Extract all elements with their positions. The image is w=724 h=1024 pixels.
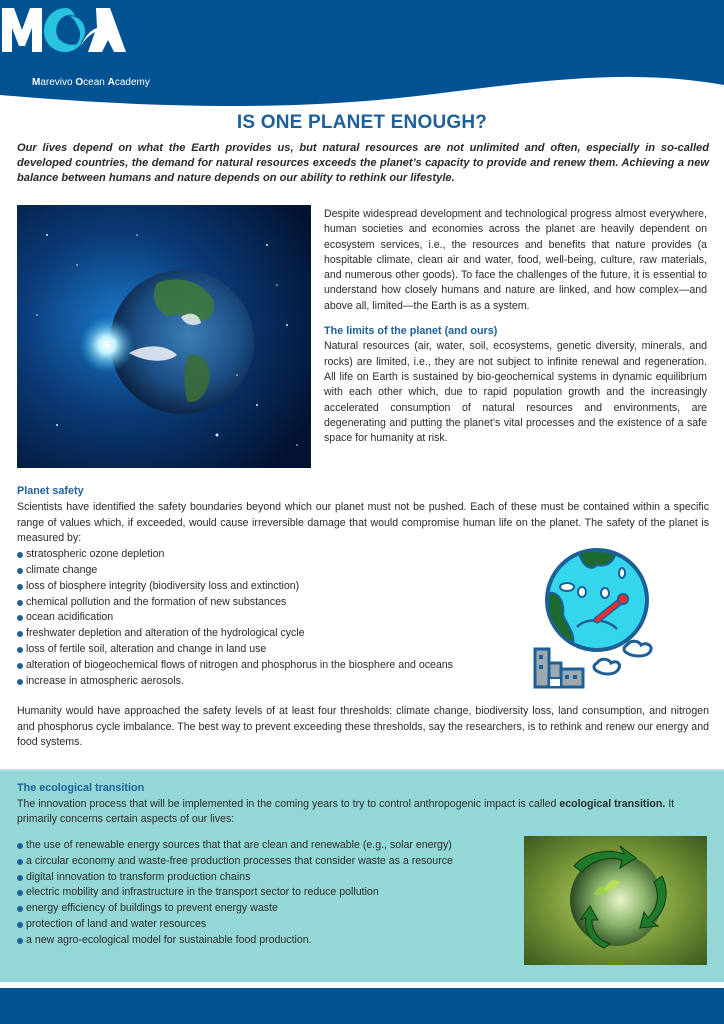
list-item-text: stratospheric ozone depletion [26,548,165,561]
list-item-text: electric mobility and infrastructure in the transport sector to reduce pollution [26,886,379,899]
moa-logo [0,0,140,70]
list-item-text: alteration of biogeochemical flows of nitrogen and phosphorus in the biosphere and oceans [26,658,453,671]
bullet-icon [17,890,23,896]
list-item [17,933,517,949]
list-item-text: loss of fertile soil, alteration and change in land use [26,642,267,655]
planet-safety-heading: Planet safety [17,485,84,497]
intro-text: Our lives depend on what the Earth provides us, but natural resources are not unlimited and often, especially in so-called developed countries, the demand for natural resources exceeds the planet’s capacity to provide and renew them. Achieving a new balance between humans and nature depends on our ability to rethink our lifestyle. [17,142,709,184]
tagline-word-3: cademy [114,77,150,88]
list-item [17,838,517,854]
humanity-section [17,704,709,751]
bullet-icon [17,631,23,637]
bullet-icon [17,663,23,669]
ecological-aspects-list [17,838,517,949]
ecological-transition-heading: The ecological transition [17,782,145,794]
bullet-icon [17,843,23,849]
bullet-icon [17,679,23,685]
list-item [17,885,517,901]
logo-tagline [32,77,150,88]
tagline-letter-a: A [107,77,115,88]
list-item-text: freshwater depletion and alteration of the hydrological cycle [26,627,305,640]
bullet-icon [17,875,23,881]
eco-text-after: It primarily concerns certain aspects of our lives: [17,797,675,825]
tagline-letter-o: O [75,77,84,88]
bullet-icon [17,615,23,621]
bullet-icon [17,647,23,653]
list-item-text: the use of renewable energy sources that that are clean and renewable (e.g., solar energy) [26,839,452,851]
tagline-word-1: arevivo [40,77,76,88]
list-item-text: energy efficiency of buildings to prevent energy waste [26,902,278,915]
bullet-icon [17,938,23,944]
list-item-text: chemical pollution and the formation of new substances [26,595,287,608]
limits-paragraph: Natural resources (air, water, soil, ecosystems, genetic diversity, minerals, and rocks) are limited, i.e., they are not subject to infinite renewal and regeneration. All life on Earth is sustained by bio-geochemical systems in dynamic equilibrium with each other which, due to rapid population growth and the increasingly accelerated consumption of natural resources and environments, are degenerating and putting the planet’s vital processes and the existence of a safe space for humanity at risk. [324,340,707,445]
right-column [324,207,707,446]
eco-text-bold: ecological transition. [559,797,666,810]
tagline-letter-m: M [32,77,41,88]
recycling-globe-image [524,836,707,965]
footer-bar [0,988,724,1024]
ecological-transition-text [17,797,709,828]
ecological-aspects-list-wrapper [17,838,517,949]
list-item-text: a circular economy and waste-free production processes that consider waste as a resource [26,854,453,867]
header-banner [0,0,724,110]
list-item-text: loss of biosphere integrity (biodiversity loss and extinction) [26,579,300,592]
bullet-icon [17,922,23,928]
limits-heading: The limits of the planet (and ours) [324,325,498,338]
list-item-text: digital innovation to transform production chains [26,870,251,883]
bullet-icon [17,859,23,865]
list-item-text: increase in atmospheric aerosols. [26,674,184,687]
list-item-text: climate change [26,563,98,576]
list-item [17,870,517,886]
page-title: IS ONE PLANET ENOUGH? [236,112,488,133]
eco-text-before: The innovation process that will be implemented in the coming years to try to control anthropogenic impact is called [17,797,560,810]
list-item [17,917,517,933]
list-item-text: a new agro-ecological model for sustainable food production. [26,933,312,946]
ecological-transition-section [17,781,709,828]
earth-space-image [17,205,311,468]
bullet-icon [17,600,23,606]
bullet-icon [17,568,23,574]
bullet-icon [17,584,23,590]
list-item [17,854,517,870]
list-item [17,901,517,917]
humanity-paragraph: Humanity would have approached the safety levels of at least four thresholds: climate change, biodiversity loss, land consumption, and nitrogen and phosphorus cycle imbalance. The best way to prevent exceeding these thresholds, say the researchers, is to rethink and renew our energy and food systems. [17,705,709,748]
global-warming-icon [527,545,667,690]
bullet-icon [17,906,23,912]
list-item-text: ocean acidification [26,611,114,624]
planet-safety-text: Scientists have identified the safety boundaries beyond which our planet must not be pushed. Each of these must be contained within a specific range of values which, if exceeded, would cause irreversible damage that would compromise human life on the planet. The safety of the planet is measured by: [17,500,709,545]
tagline-word-2: cean [83,77,108,88]
bullet-icon [17,552,23,558]
list-item-text: protection of land and water resources [26,917,207,930]
services-paragraph: Despite widespread development and technological progress almost everywhere, human societies and economies across the planet are heavily dependent on ecosystem services, i.e., the resources and benefits that nature provides (a hospitable climate, clean air and water, food, well-being, culture, raw materials, and numerous other goods). To face the challenges of the future, it is essential to understand how closely humans and nature are linked, and how complex—and above all, limited—the Earth is as a system. [324,208,707,312]
